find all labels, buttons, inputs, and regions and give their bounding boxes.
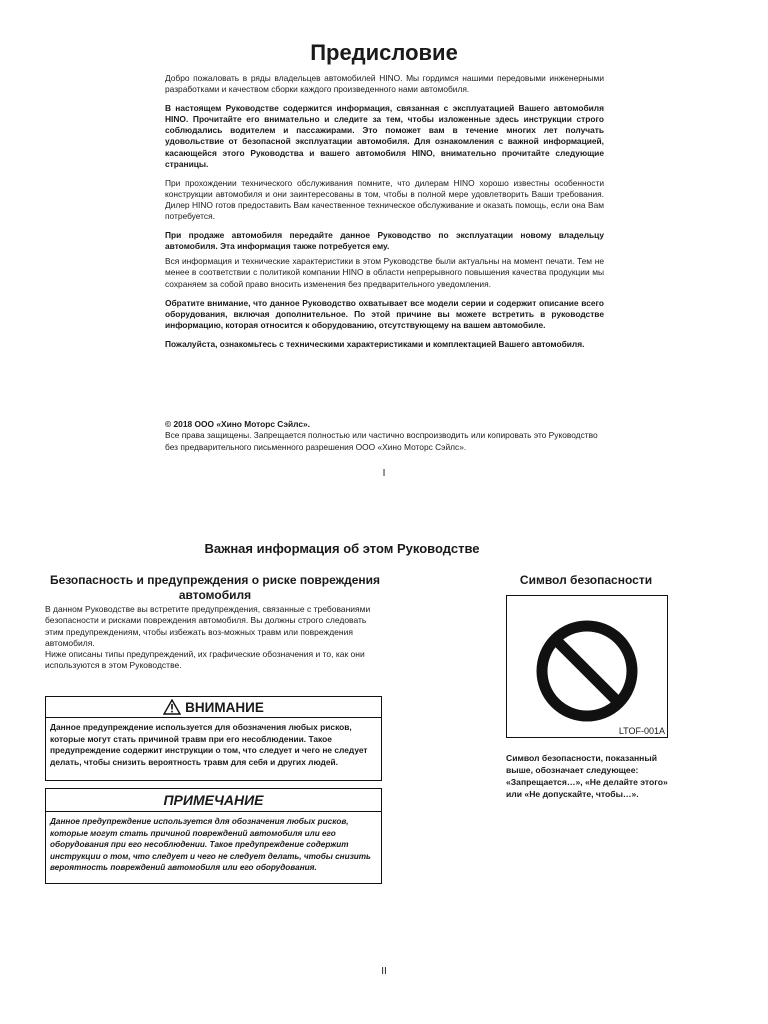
paragraph-resale: При продаже автомобиля передайте данное Руководство по эксплуатации новому владельцу автомобиля. Эта информация также потребуется ему. <box>165 230 604 252</box>
copyright-block <box>165 419 604 453</box>
safety-types-text: Ниже описаны типы предупреждений, их графические обозначения и то, как они используются в этом Руководстве. <box>45 649 365 671</box>
paragraph-manual-contents: В настоящем Руководстве содержится информация, связанная с эксплуатацией Вашего автомобиля HINO. Прочитайте его внимательно и следите за тем, чтобы изложенные здесь инструкции строго соблюдались водителем и пассажирами. Это поможет вам в течение многих лет получать удовольствие от безопасной эксплуатации автомобиля. Для ознакомления с важной информацией, касающейся этого Руководства и вашего автомобиля HINO, внимательно прочитайте следующие страницы. <box>165 103 604 169</box>
safety-subtitle: Безопасность и предупреждения о риске повреждения автомобиля <box>49 573 381 602</box>
page-number-1: I <box>382 468 386 479</box>
note-box <box>45 788 382 884</box>
rights-text: Все права защищены. Запрещается полностью или частично воспроизводить или копировать это Руководство без предварительного письменного разрешения ООО «Хино Моторс Сэйлс». <box>165 430 598 452</box>
warning-text: Данное предупреждение используется для обозначения любых рисков, которые могут стать причиной травм при его несоблюдении. Такое предупреждение содержит инструкции о том, что следует и чего не следует делать, чтобы снизить вероятность травм для себя и других людей. <box>50 722 368 767</box>
paragraph-dealer-service: При прохождении технического обслуживания помните, что дилерам HINO хорошо известны особенности конструкции автомобиля и они заинтересованы в том, чтобы в полной мере удовлетворить Ваши требования. Дилер HINO готов предоставить Вам качественное техническое обслуживание и оказать помощь, если она Вам потребуется. <box>165 177 604 222</box>
safety-symbol-box <box>506 595 668 738</box>
symbol-caption: Символ безопасности, показанный выше, обозначает следующее: «Запрещается…», «Не делайте этого» или «Не допускайте, чтобы…». <box>506 753 668 799</box>
copyright-line: © 2018 ООО «Хино Моторс Сэйлс». <box>165 419 310 429</box>
symbol-title: Символ безопасности <box>519 573 653 587</box>
warning-triangle-icon <box>163 699 181 715</box>
prohibition-icon <box>534 618 640 724</box>
warning-box <box>45 696 382 781</box>
page-number-2: II <box>381 966 387 977</box>
safety-intro-text: В данном Руководстве вы встретите предупреждения, связанные с требованиями безопасности и рисками повреждения автомобиля. Вы должны строго следовать этим предупреждениям, чтобы избежать воз-можных травм или повреждения автомобиля. <box>45 604 371 648</box>
safety-intro <box>45 604 385 672</box>
symbol-code: LTOF-001A <box>618 726 665 736</box>
warning-header <box>46 697 381 718</box>
warning-label: ВНИМАНИЕ <box>185 699 264 715</box>
note-label: ПРИМЕЧАНИЕ <box>163 792 264 808</box>
paragraph-specs-changes: Вся информация и технические характеристики в этом Руководстве были актуальны на момент печати. Тем не менее в соответствии с политикой компании HINO в области непрерывного повышения качества продукции мы сохраняем за собой право вносить изменения без предварительного уведомления. <box>165 256 604 289</box>
foreword-body <box>165 73 604 358</box>
note-text: Данное предупреждение используется для обозначения любых рисков, которые могут стать причиной повреждений автомобиля или его оборудования при его несоблюдении. Такое предупреждение содержит инструкции о том, что следует и чего не следует делать, чтобы снизить вероятность повреждений автомобиля или его оборудования. <box>50 817 371 873</box>
note-header <box>46 789 381 812</box>
paragraph-all-models: Обратите внимание, что данное Руководство охватывает все модели серии и содержит описание всего оборудования, включая дополнительное. По этой причине вы можете встретить в руководстве информацию, которая относится к оборудованию, отсутствующему на вашем автомобиле. <box>165 297 604 330</box>
paragraph-welcome: Добро пожаловать в ряды владельцев автомобилей HINO. Мы гордимся нашими передовыми инженерными разработками и качеством сборки каждого произведенного нами автомобиля. <box>165 73 604 95</box>
section-title: Важная информация об этом Руководстве <box>204 541 480 556</box>
page-title: Предисловие <box>310 40 458 65</box>
paragraph-read-specs: Пожалуйста, ознакомьтесь с техническими характеристиками и комплектацией Вашего автомобиля. <box>165 338 585 349</box>
